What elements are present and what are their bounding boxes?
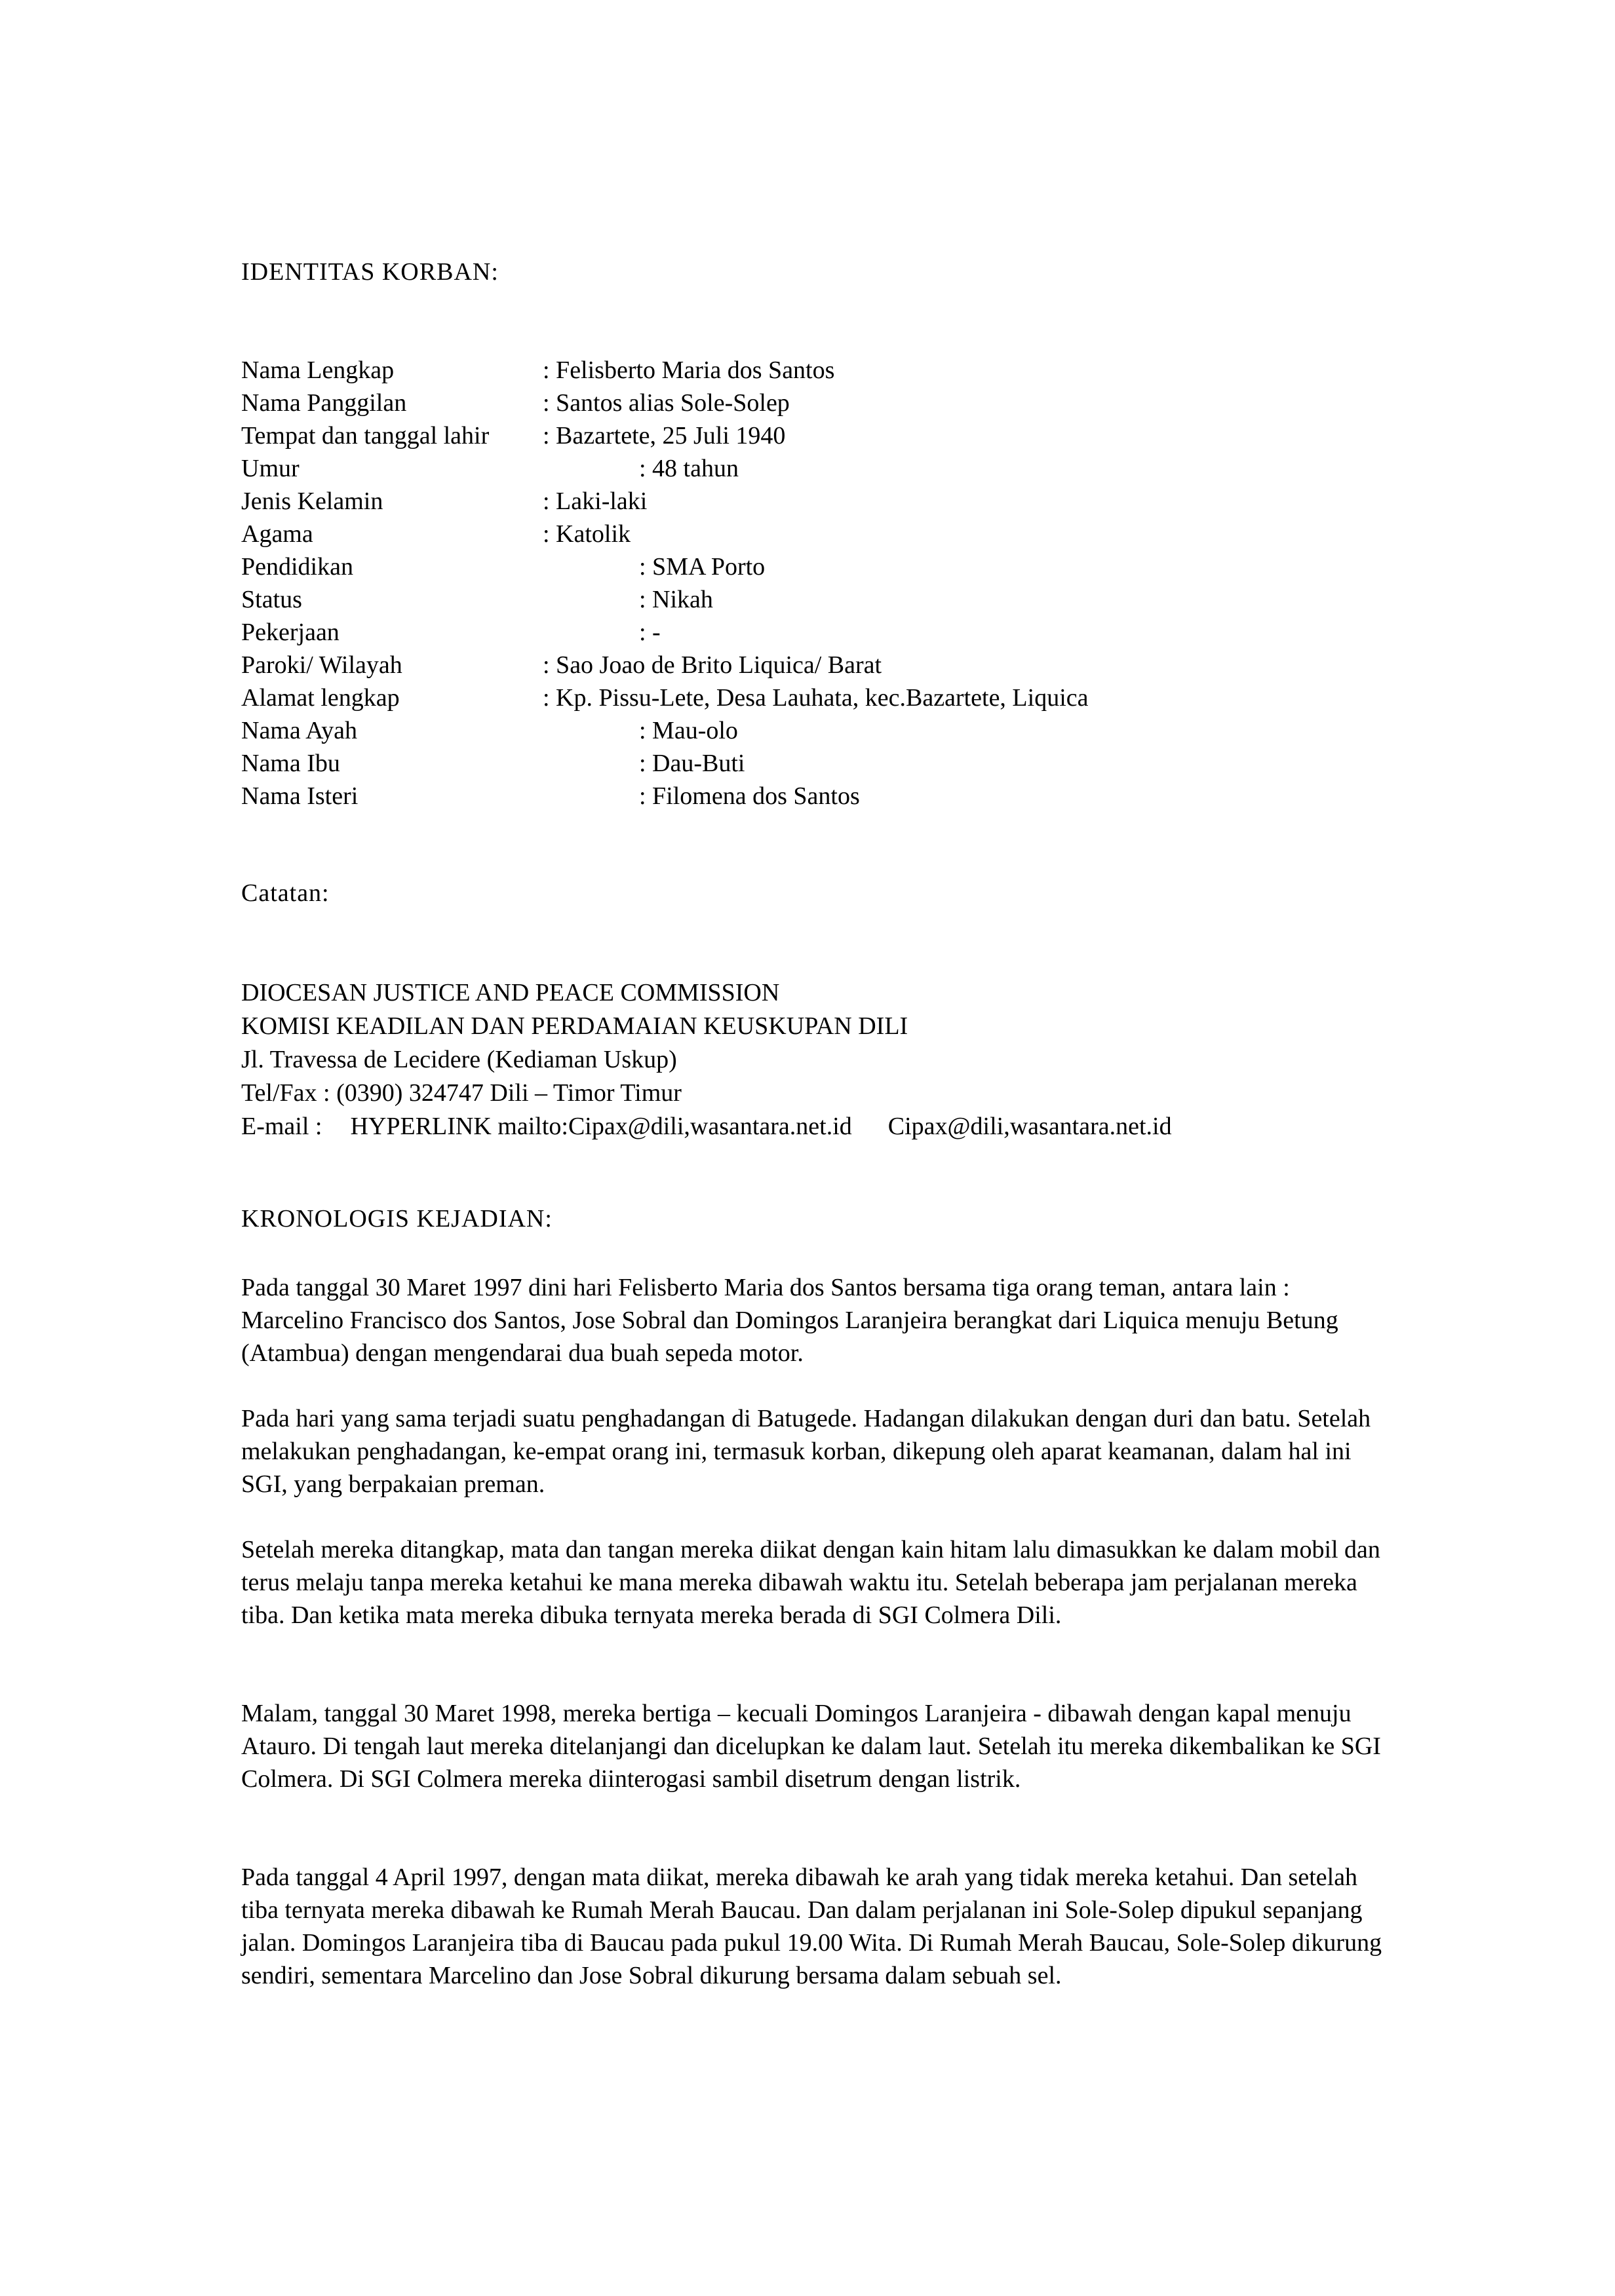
field-value: : Sao Joao de Brito Liquica/ Barat [543,651,882,679]
chronology-paragraph [241,1271,1395,1369]
chronology-paragraph [241,1533,1395,1632]
field-value: : Bazartete, 25 Juli 1940 [543,422,786,450]
chronology-heading: KRONOLOGIS KEJADIAN: [241,1205,553,1233]
notes-label: Catatan: [241,879,330,907]
paragraph-text: Pada hari yang sama terjadi suatu penghadangan di Batugede. Hadangan dilakukan dengan duri dan batu. Setelah melakukan penghadangan, ke-empat orang ini, termasuk korban, dikepung oleh aparat keamanan, dalam hal ini SGI, yang berpakaian preman. [241,1405,1371,1498]
field-value: : Dau-Buti [639,750,745,777]
field-label: Status [241,586,302,613]
email-link-text[interactable]: Cipax@dili,wasantara.net.id [887,1113,1172,1140]
organization-name-id: KOMISI KEADILAN DAN PERDAMAIAN KEUSKUPAN DILI [241,1012,908,1040]
paragraph-text: Pada tanggal 4 April 1997, dengan mata diikat, mereka dibawah ke arah yang tidak mereka ketahui. Dan setelah tiba ternyata mereka dibawah ke Rumah Merah Baucau. Dan dalam perjalanan ini Sole-Solep dipukul sepanjang jalan. Domingos Laranjeira tiba di Baucau pada pukul 19.00 Wita. Di Rumah Merah Baucau, Sole-Solep dikurung sendiri, sementara Marcelino dan Jose Sobral dikurung bersama dalam sebuah sel. [241,1864,1382,1989]
field-label: Tempat dan tanggal lahir [241,422,490,450]
victim-identity-section [241,256,1395,288]
field-label: Pekerjaan [241,619,340,646]
notes-section [241,877,1395,909]
chronology-section [241,1202,1395,1235]
field-value: : Felisberto Maria dos Santos [543,356,835,384]
paragraph-text: Setelah mereka ditangkap, mata dan tangan mereka diikat dengan kain hitam lalu dimasukkan ke dalam mobil dan terus melaju tanpa mereka ketahui ke mana mereka dibawah waktu itu. Setelah beberapa jam perjalanan mereka tiba. Dan ketika mata mereka dibuka ternyata mereka berada di SGI Colmera Dili. [241,1536,1380,1629]
field-value: : SMA Porto [639,553,766,581]
field-label: Nama Lengkap [241,356,395,384]
field-value: : Nikah [639,586,713,613]
email-hyperlink-field[interactable]: HYPERLINK mailto:Cipax@dili,wasantara.net.id [350,1113,852,1140]
organization-address: Jl. Travessa de Lecidere (Kediaman Uskup) [241,1046,677,1073]
field-value: : Santos alias Sole-Solep [543,389,790,417]
field-label: Nama Panggilan [241,389,407,417]
chronology-paragraph [241,1861,1395,1992]
field-label: Paroki/ Wilayah [241,651,402,679]
paragraph-text: Pada tanggal 30 Maret 1997 dini hari Felisberto Maria dos Santos bersama tiga orang teman, antara lain : Marcelino Francisco dos Santos, Jose Sobral dan Domingos Laranjeira berangkat dari Liquica menuju Betung (Atambua) dengan mengendarai dua buah sepeda motor. [241,1274,1338,1367]
organization-name-en: DIOCESAN JUSTICE AND PEACE COMMISSION [241,979,780,1006]
field-label: Umur [241,455,300,482]
email-label: E-mail : [241,1113,322,1140]
chronology-paragraph [241,1697,1395,1795]
field-label: Alamat lengkap [241,684,400,712]
field-label: Nama Ibu [241,750,340,777]
field-value: : 48 tahun [639,455,739,482]
field-label: Agama [241,520,313,548]
organization-telfax: Tel/Fax : (0390) 324747 Dili – Timor Timur [241,1079,682,1107]
field-value: : Filomena dos Santos [639,782,860,810]
victim-identity-heading: IDENTITAS KORBAN: [241,258,499,286]
field-value: : Laki-laki [543,488,648,515]
paragraph-text: Malam, tanggal 30 Maret 1998, mereka bertiga – kecuali Domingos Laranjeira - dibawah dengan kapal menuju Atauro. Di tengah laut mereka ditelanjangi dan dicelupkan ke dalam laut. Setelah itu mereka dikembalikan ke SGI Colmera. Di SGI Colmera mereka diinterogasi sambil disetrum dengan listrik. [241,1700,1381,1793]
field-label: Nama Ayah [241,717,357,744]
chronology-paragraph [241,1402,1395,1501]
field-label: Pendidikan [241,553,353,581]
field-value: : - [639,619,661,646]
organization-header [241,976,1395,1143]
organization-email-line [241,1110,1395,1143]
field-value: : Kp. Pissu-Lete, Desa Lauhata, kec.Bazartete, Liquica [543,684,1089,712]
field-value: : Mau-olo [639,717,738,744]
field-value: : Katolik [543,520,631,548]
field-label: Jenis Kelamin [241,488,383,515]
field-label: Nama Isteri [241,782,359,810]
